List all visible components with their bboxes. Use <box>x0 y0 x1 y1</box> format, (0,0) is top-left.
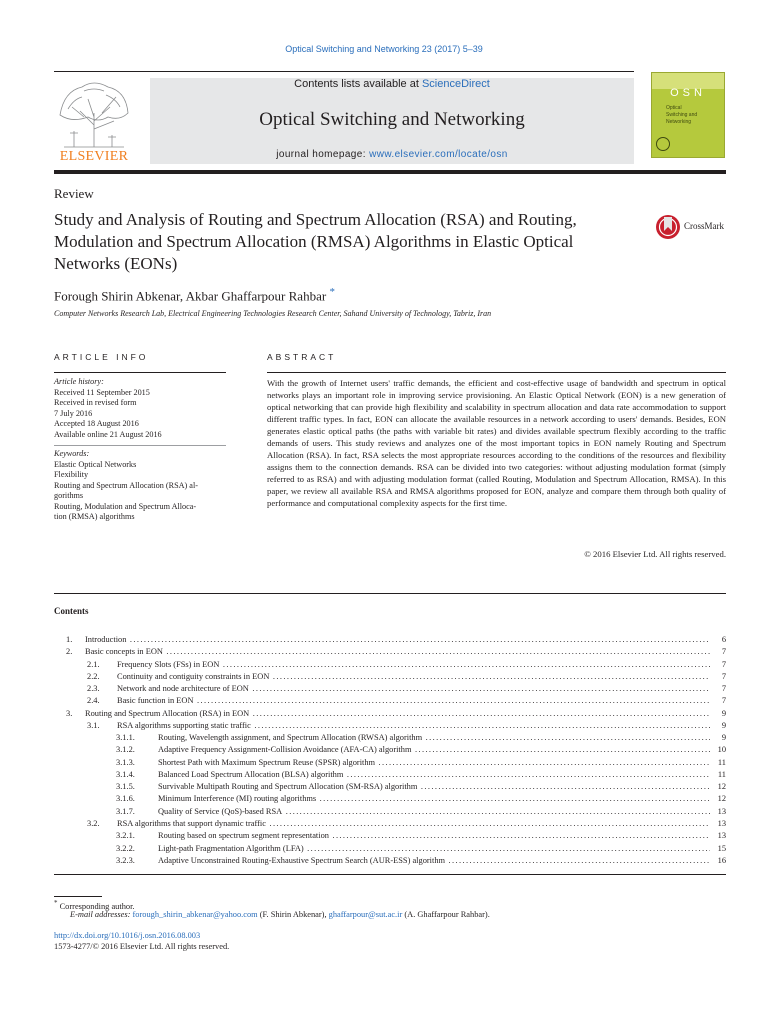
toc-entry[interactable] <box>54 708 726 720</box>
email-owner-1: (F. Shirin Abkenar), <box>259 910 327 919</box>
toc-entry-title[interactable]: Shortest Path with Maximum Spectrum Reuse (SPSR) algorithm ..... <box>158 757 710 769</box>
toc-entry-number: 2.4. <box>87 696 100 706</box>
toc-entry-number: 3.1.3. <box>116 757 135 767</box>
toc-entry[interactable] <box>54 646 726 658</box>
header-rule <box>54 71 634 72</box>
toc-entry[interactable] <box>54 830 726 842</box>
toc-entry-number: 3.1.5. <box>116 782 135 792</box>
toc-entry-page[interactable]: 7 <box>710 646 726 658</box>
toc-entry-title[interactable]: Continuity and contiguity constraints in EON ..... <box>117 671 710 683</box>
toc-entry[interactable] <box>54 671 726 683</box>
author-list <box>54 286 335 304</box>
toc-entry-number: 3.1. <box>87 720 100 730</box>
toc-entry-number: 3. <box>66 708 73 718</box>
paper-title: Study and Analysis of Routing and Spectrum Allocation (RSA) and Routing, Modulation and Spectrum Allocation (RMSA) Algorithms in Elastic Optical Networks (EONs) <box>54 210 577 273</box>
toc-entry-page[interactable]: 13 <box>710 830 726 842</box>
history-line: 7 July 2016 <box>54 408 93 418</box>
toc-entry-title[interactable]: Routing based on spectrum segment representation ..... <box>158 830 710 842</box>
toc-entry-title[interactable]: Introduction ..... <box>85 634 710 646</box>
history-line: Available online 21 August 2016 <box>54 429 162 439</box>
toc-entry-number: 2.3. <box>87 684 100 694</box>
toc-entry-title[interactable]: Light-path Fragmentation Algorithm (LFA) ..... <box>158 843 710 855</box>
cover-title <box>666 105 697 126</box>
cover-line: Networking <box>666 119 692 125</box>
journal-homepage <box>150 149 634 160</box>
corresponding-author-mark[interactable]: * <box>329 286 335 298</box>
toc-entry-page[interactable]: 10 <box>710 744 726 756</box>
toc-entry-number: 3.1.2. <box>116 745 135 755</box>
toc-entry-title[interactable]: RSA algorithms that support dynamic traffic ..... <box>117 818 710 830</box>
abstract-text: With the growth of Internet users' traffic demands, the efficient and cost-effective usage of bandwidth and spectrum in optical networks plays an important role in improving service provisioning. An Elastic Optical Network (EON) is a new generation of optical networking that can provide high flexibility and scalability in spectrum allocation and data rate accommodation to support different traffic types. In fact, EON can allocate the available resources in a network according to users' demands. Besides, EON generates elastic optical paths (the paths with variable bit rates) and divides available spectrum flexibly according to the traffic demands of users. This study reviews and analyzes one of the most important topics in EON namely Routing and Spectrum Allocation (RSA). In fact, RSA selects the most appropriate resources according to the conditions of the resources and flexibility assigns them to the connection demands. RSA can be divided into two categories: without adjusting modulation format (simply referred to as RSA) and with adjusting modulation format (called Routing, Modulation and Spectrum Allocation, RMSA). In this paper, we review all available RSA and RMSA algorithms proposed for EON, analyze and compare them through both quality of performance and computational complexity aspects for the first time. <box>267 378 726 508</box>
toc-entry[interactable] <box>54 757 726 769</box>
keywords <box>54 449 226 523</box>
toc-entry-page[interactable]: 9 <box>710 720 726 732</box>
keyword: tion (RMSA) algorithms <box>54 512 135 521</box>
keyword: Routing, Modulation and Spectrum Alloca- <box>54 501 197 511</box>
abstract-rule <box>267 372 726 373</box>
toc-entry-number: 3.2.3. <box>116 855 135 865</box>
email-link-1[interactable]: forough_shirin_abkenar@yahoo.com <box>132 910 258 919</box>
toc-entry-page[interactable]: 6 <box>710 634 726 646</box>
toc-entry-page[interactable]: 13 <box>710 818 726 830</box>
article-info-heading: ARTICLE INFO <box>54 352 149 362</box>
toc-entry-number: 1. <box>66 635 73 644</box>
toc-entry-number: 3.1.7. <box>116 806 135 816</box>
toc-entry[interactable] <box>54 634 726 646</box>
toc-entry-page[interactable]: 7 <box>710 659 726 671</box>
toc-entry-title[interactable]: Frequency Slots (FSs) in EON ..... <box>117 659 710 671</box>
article-history <box>54 377 226 440</box>
toc-entry[interactable] <box>54 781 726 793</box>
email-owner-2: (A. Ghaffarpour Rahbar). <box>404 910 490 919</box>
toc-entry-number: 2.2. <box>87 671 100 681</box>
email-addresses <box>70 909 490 920</box>
toc-entry-page[interactable]: 11 <box>710 769 726 781</box>
journal-citation[interactable]: Optical Switching and Networking 23 (2017) 5–39 <box>285 44 483 54</box>
toc-entry[interactable] <box>54 659 726 671</box>
keyword: Elastic Optical Networks <box>54 459 137 469</box>
abstract-copyright: © 2016 Elsevier Ltd. All rights reserved. <box>584 549 726 559</box>
toc-entry-title[interactable]: Quality of Service (QoS)-based RSA ..... <box>158 806 710 818</box>
keyword: gorithms <box>54 491 84 500</box>
toc-entry-page[interactable]: 16 <box>710 855 726 867</box>
article-type: Review <box>54 186 94 201</box>
toc-entry-title[interactable]: Minimum Interference (MI) routing algorithms ..... <box>158 793 710 805</box>
contents-bottom-rule <box>54 874 726 875</box>
sciencedirect-link[interactable]: ScienceDirect <box>421 78 490 90</box>
history-line: Received in revised form <box>54 398 137 407</box>
publisher-name: ELSEVIER <box>59 149 129 164</box>
doi-link[interactable]: http://dx.doi.org/10.1016/j.osn.2016.08.003 <box>54 931 201 940</box>
toc-entry-title[interactable]: RSA algorithms supporting static traffic ..... <box>117 720 710 732</box>
toc-entry-number: 3.2.2. <box>116 843 135 853</box>
toc-entry[interactable] <box>54 744 726 756</box>
toc-entry-title[interactable]: Basic function in EON ..... <box>117 695 710 707</box>
crossmark-icon <box>655 212 681 242</box>
cover-line: Switching and <box>666 112 698 118</box>
contents-availability <box>150 78 634 90</box>
toc-entry[interactable] <box>54 769 726 781</box>
elsevier-tree-icon <box>54 77 134 149</box>
toc-entry-number: 3.1.4. <box>116 769 135 779</box>
homepage-prefix: journal homepage: <box>276 149 370 160</box>
history-line: Accepted 18 August 2016 <box>54 419 139 428</box>
toc-entry-number: 3.1.6. <box>116 794 135 804</box>
toc-entry-page[interactable]: 7 <box>710 671 726 683</box>
toc-entry-title[interactable]: Adaptive Unconstrained Routing-Exhaustive Spectrum Search (AUR-ESS) algorithm ..... <box>158 855 710 867</box>
keyword: Routing and Spectrum Allocation (RSA) al- <box>54 480 198 490</box>
contents-heading: Contents <box>54 606 89 616</box>
toc-entry[interactable] <box>54 793 726 805</box>
toc-entry-title[interactable]: Adaptive Frequency Assignment-Collision Avoidance (AFA-CA) algorithm ..... <box>158 744 710 756</box>
toc-entry-title[interactable]: Basic concepts in EON ..... <box>85 646 710 658</box>
cover-badge-icon <box>656 137 670 151</box>
crossmark-badge[interactable] <box>655 212 735 242</box>
cover-abbrev: OSN <box>670 87 706 99</box>
keyword: Flexibility <box>54 470 89 479</box>
journal-cover[interactable] <box>651 72 725 158</box>
contents-prefix: Contents lists available at <box>294 78 422 90</box>
toc-entry[interactable] <box>54 843 726 855</box>
history-label: Article history: <box>54 377 104 386</box>
issn-line: 1573-4277/© 2016 Elsevier Ltd. All rights reserved. <box>54 942 230 951</box>
toc-entry-page[interactable]: 12 <box>710 793 726 805</box>
footnote-mark: * <box>54 899 58 907</box>
toc-entry-page[interactable]: 15 <box>710 843 726 855</box>
journal-masthead <box>150 78 634 164</box>
toc-entry-title[interactable]: Network and node architecture of EON ..... <box>117 683 710 695</box>
authors-text: Forough Shirin Abkenar, Akbar Ghaffarpour Rahbar <box>54 288 327 304</box>
toc-entry[interactable] <box>54 732 726 744</box>
toc-entry[interactable] <box>54 695 726 707</box>
toc-entry-number: 2. <box>66 647 73 657</box>
email-link-2[interactable]: ghaffarpour@sut.ac.ir <box>328 910 403 919</box>
toc-entry-number: 3.2. <box>87 818 100 828</box>
toc-entry[interactable] <box>54 818 726 830</box>
toc-entry[interactable] <box>54 720 726 732</box>
toc-entry-title[interactable]: Routing and Spectrum Allocation (RSA) in EON ..... <box>85 708 710 720</box>
toc-entry-title[interactable]: Balanced Load Spectrum Allocation (BLSA) algorithm ..... <box>158 769 710 781</box>
toc-entry-title[interactable]: Survivable Multipath Routing and Spectrum Allocation (SM-RSA) algorithm ..... <box>158 781 710 793</box>
footnote-rule <box>54 896 102 897</box>
keywords-rule <box>54 445 226 446</box>
contents-top-rule <box>54 593 726 594</box>
toc-entry-page[interactable]: 13 <box>710 806 726 818</box>
abstract-heading: ABSTRACT <box>267 352 337 362</box>
toc-entry[interactable] <box>54 855 726 867</box>
keywords-label: Keywords: <box>54 449 90 458</box>
homepage-link[interactable]: www.elsevier.com/locate/osn <box>369 149 508 160</box>
journal-title: Optical Switching and Networking <box>259 109 525 130</box>
email-label: E-mail addresses: <box>70 910 131 919</box>
elsevier-logo[interactable] <box>54 77 134 165</box>
corresponding-text: Corresponding author. <box>59 901 135 911</box>
article-info-rule <box>54 372 226 373</box>
toc-entry-page[interactable]: 12 <box>710 781 726 793</box>
crossmark-label: CrossMark <box>684 221 724 231</box>
toc-entry-page[interactable]: 7 <box>710 683 726 695</box>
toc-entry-page[interactable]: 7 <box>710 695 726 707</box>
affiliation: Computer Networks Research Lab, Electrical Engineering Technologies Research Center, Sahand University of Technology, Tabriz, Iran <box>54 309 492 318</box>
toc-entry-number: 3.2.1. <box>116 831 135 841</box>
toc-entry-page[interactable]: 11 <box>710 757 726 769</box>
toc-entry-number: 3.1.1. <box>116 733 135 743</box>
masthead-rule <box>54 170 726 174</box>
toc-entry[interactable] <box>54 683 726 695</box>
history-line: Received 11 September 2015 <box>54 387 150 397</box>
toc-entry-number: 2.1. <box>87 659 100 669</box>
toc-entry-page[interactable]: 9 <box>710 708 726 720</box>
table-of-contents <box>54 634 726 867</box>
toc-entry-page[interactable]: 9 <box>710 732 726 744</box>
toc-entry[interactable] <box>54 806 726 818</box>
toc-entry-title[interactable]: Routing, Wavelength assignment, and Spectrum Allocation (RWSA) algorithm ..... <box>158 732 710 744</box>
cover-line: Optical <box>666 105 682 111</box>
